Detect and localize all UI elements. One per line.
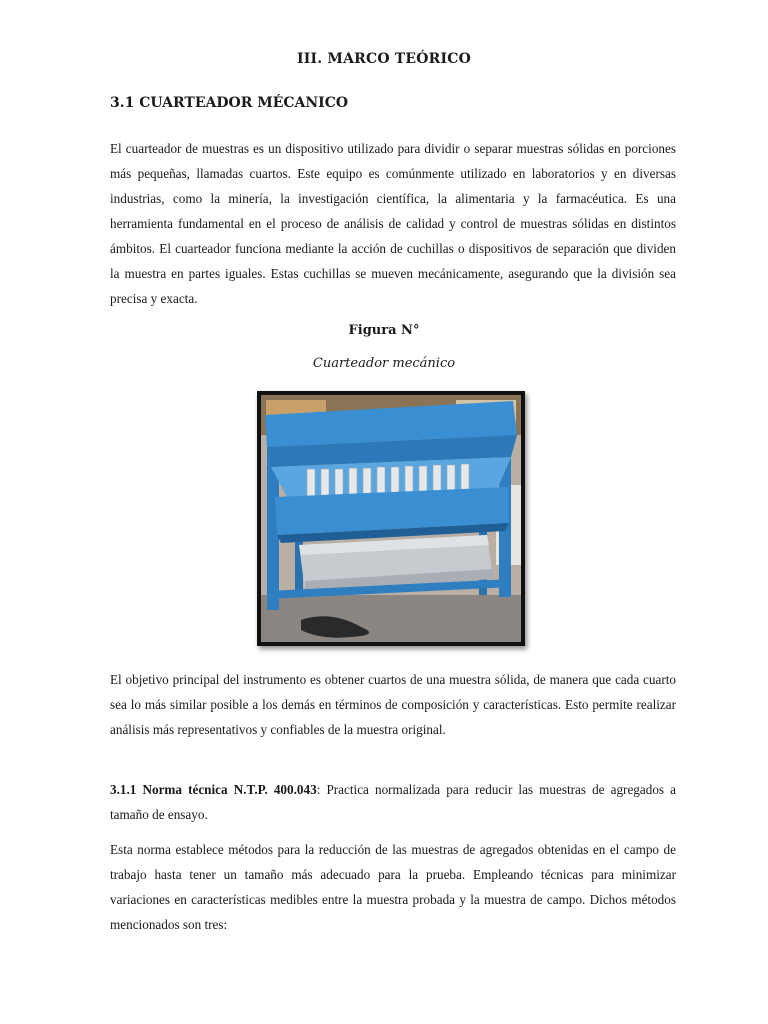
section-heading: 3.1 CUARTEADOR MÉCANICO <box>110 95 349 111</box>
paragraph-norma <box>110 777 676 827</box>
paragraph-methods: Esta norma establece métodos para la reducción de las muestras de agregados obtenidas en el campo de trabajo hasta tener un tamaño más adecuado para la prueba. Empleando técnicas para minimizar variaciones en características medibles entre la muestra probada y la muestra de campo. Dichos métodos mencionados son tres: <box>110 842 676 932</box>
norma-text: : Practica normalizada para reducir las muestras de agregados a tamaño de ensayo. <box>110 782 676 822</box>
norma-label: 3.1.1 Norma técnica N.T.P. 400.043 <box>110 782 317 797</box>
figure-photo-sample-splitter <box>257 391 525 646</box>
paragraph-intro: El cuarteador de muestras es un dispositivo utilizado para dividir o separar muestras sólidas en porciones más pequeñas, llamadas cuartos. Este equipo es comúnmente utilizado en laboratorios y en diversas industrias, como la minería, la investigación científica, la alimentaria y la farmacéutica. Es una herramienta fundamental en el proceso de análisis de calidad y control de muestras sólidas en distintos ámbitos. El cuarteador funciona mediante la acción de cuchillas o dispositivos de separación que dividen la muestra en partes iguales. Estas cuchillas se mueven mecánicamente, asegurando que la división sea precisa y exacta. <box>110 141 676 306</box>
sample-splitter-illustration <box>261 395 521 642</box>
figure-title: Figura N° <box>348 323 420 338</box>
chapter-heading: III. MARCO TEÓRICO <box>296 51 471 67</box>
figure-caption: Cuarteador mecánico <box>312 356 456 371</box>
paragraph-objective: El objetivo principal del instrumento es obtener cuartos de una muestra sólida, de manera que cada cuarto sea lo más similar posible a los demás en términos de composición y características. Esto permite realizar análisis más representativos y confiables de la muestra original. <box>110 672 676 737</box>
